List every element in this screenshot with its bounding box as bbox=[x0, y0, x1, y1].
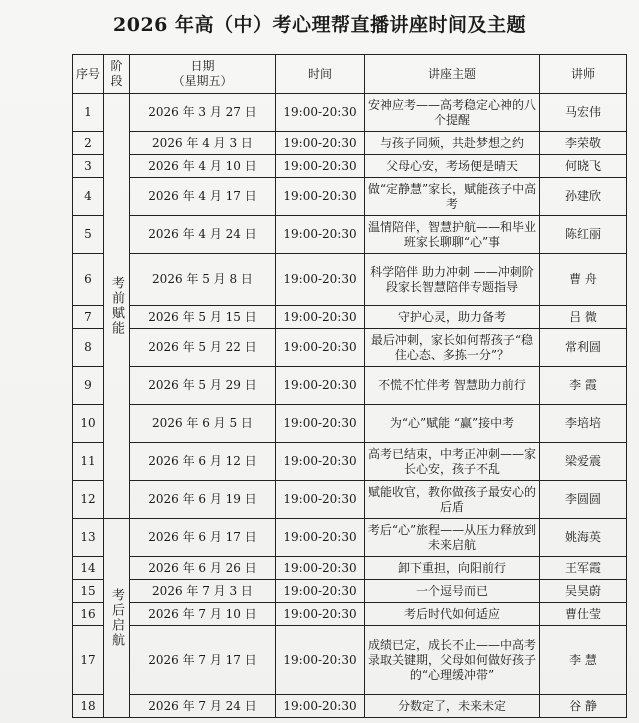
row-number: 3 bbox=[73, 155, 104, 178]
table-row bbox=[73, 306, 627, 329]
row-date: 2026 年 5 月 29 日 bbox=[130, 367, 276, 405]
table-row bbox=[73, 519, 627, 557]
row-lecturer: 李培培 bbox=[540, 405, 627, 443]
row-number: 1 bbox=[73, 94, 104, 132]
row-number: 17 bbox=[73, 626, 104, 695]
row-topic: 守护心灵，助力备考 bbox=[365, 306, 540, 329]
table-row bbox=[73, 580, 627, 603]
row-lecturer: 孙建欣 bbox=[540, 178, 627, 216]
row-date: 2026 年 5 月 15 日 bbox=[130, 306, 276, 329]
document-title: 2026 年高（中）考心理帮直播讲座时间及主题 bbox=[113, 14, 526, 36]
row-lecturer: 李 慧 bbox=[540, 626, 627, 695]
row-date: 2026 年 5 月 22 日 bbox=[130, 329, 276, 367]
row-lecturer: 谷 静 bbox=[540, 695, 627, 718]
row-lecturer: 曹仕莹 bbox=[540, 603, 627, 626]
row-time: 19:00-20:30 bbox=[276, 178, 365, 216]
table-row bbox=[73, 557, 627, 580]
row-time: 19:00-20:30 bbox=[276, 580, 365, 603]
table-row bbox=[73, 695, 627, 718]
row-date: 2026 年 4 月 10 日 bbox=[130, 155, 276, 178]
row-lecturer: 陈红丽 bbox=[540, 216, 627, 254]
row-topic: 成绩已定，成长不止——中高考录取关键期，父母如何做好孩子的“心理缓冲带” bbox=[365, 626, 540, 695]
row-topic: 做“定静慧”家长，赋能孩子中高考 bbox=[365, 178, 540, 216]
header-date-line2: （星期五） bbox=[172, 74, 233, 88]
row-time: 19:00-20:30 bbox=[276, 519, 365, 557]
table-row bbox=[73, 603, 627, 626]
stage-cell bbox=[104, 94, 130, 519]
row-topic: 科学陪伴 助力冲刺 ——冲刺阶段家长智慧陪伴专题指导 bbox=[365, 254, 540, 306]
header-time: 时间 bbox=[276, 55, 365, 94]
table-row bbox=[73, 329, 627, 367]
row-time: 19:00-20:30 bbox=[276, 557, 365, 580]
row-date: 2026 年 4 月 24 日 bbox=[130, 216, 276, 254]
row-topic: 考后时代如何适应 bbox=[365, 603, 540, 626]
table-row bbox=[73, 94, 627, 132]
row-date: 2026 年 3 月 27 日 bbox=[130, 94, 276, 132]
row-lecturer: 李荣敬 bbox=[540, 132, 627, 155]
row-topic: 最后冲刺，家长如何帮孩子“稳住心态、多拣一分”？ bbox=[365, 329, 540, 367]
row-number: 16 bbox=[73, 603, 104, 626]
row-lecturer: 吕 微 bbox=[540, 306, 627, 329]
header-date-line1: 日期 bbox=[190, 59, 215, 73]
row-number: 7 bbox=[73, 306, 104, 329]
stage-label: 考后启航 bbox=[109, 588, 124, 648]
table-row bbox=[73, 367, 627, 405]
row-topic: 与孩子同频，共赴梦想之约 bbox=[365, 132, 540, 155]
header-stage: 阶段 bbox=[104, 55, 130, 94]
row-lecturer: 王军霞 bbox=[540, 557, 627, 580]
row-topic: 考后“心”旅程——从压力释放到未来启航 bbox=[365, 519, 540, 557]
table-row bbox=[73, 216, 627, 254]
header-topic: 讲座主题 bbox=[365, 55, 540, 94]
row-date: 2026 年 4 月 3 日 bbox=[130, 132, 276, 155]
row-topic: 一个逗号而已 bbox=[365, 580, 540, 603]
header-lecturer: 讲师 bbox=[540, 55, 627, 94]
row-lecturer: 梁爱震 bbox=[540, 443, 627, 481]
row-date: 2026 年 6 月 5 日 bbox=[130, 405, 276, 443]
row-number: 9 bbox=[73, 367, 104, 405]
schedule-body bbox=[73, 94, 627, 718]
row-number: 13 bbox=[73, 519, 104, 557]
row-number: 8 bbox=[73, 329, 104, 367]
row-date: 2026 年 7 月 24 日 bbox=[130, 695, 276, 718]
row-topic: 温情陪伴，智慧护航——和毕业班家长聊聊“心”事 bbox=[365, 216, 540, 254]
row-date: 2026 年 6 月 26 日 bbox=[130, 557, 276, 580]
table-row bbox=[73, 155, 627, 178]
row-lecturer: 姚海英 bbox=[540, 519, 627, 557]
row-lecturer: 曹 舟 bbox=[540, 254, 627, 306]
row-number: 10 bbox=[73, 405, 104, 443]
schedule-table bbox=[72, 54, 627, 718]
row-time: 19:00-20:30 bbox=[276, 481, 365, 519]
row-lecturer: 李 霞 bbox=[540, 367, 627, 405]
row-date: 2026 年 7 月 17 日 bbox=[130, 626, 276, 695]
row-time: 19:00-20:30 bbox=[276, 367, 365, 405]
row-date: 2026 年 4 月 17 日 bbox=[130, 178, 276, 216]
row-date: 2026 年 7 月 3 日 bbox=[130, 580, 276, 603]
row-number: 4 bbox=[73, 178, 104, 216]
row-lecturer: 常利圆 bbox=[540, 329, 627, 367]
row-time: 19:00-20:30 bbox=[276, 155, 365, 178]
row-time: 19:00-20:30 bbox=[276, 94, 365, 132]
header-seq: 序号 bbox=[73, 55, 104, 94]
row-time: 19:00-20:30 bbox=[276, 405, 365, 443]
row-time: 19:00-20:30 bbox=[276, 695, 365, 718]
row-topic: 父母心安，考场便是晴天 bbox=[365, 155, 540, 178]
table-header-row bbox=[73, 55, 627, 94]
row-lecturer: 何晓飞 bbox=[540, 155, 627, 178]
row-number: 14 bbox=[73, 557, 104, 580]
row-lecturer: 李圆圆 bbox=[540, 481, 627, 519]
row-time: 19:00-20:30 bbox=[276, 254, 365, 306]
row-number: 18 bbox=[73, 695, 104, 718]
row-time: 19:00-20:30 bbox=[276, 329, 365, 367]
row-lecturer: 马宏伟 bbox=[540, 94, 627, 132]
row-time: 19:00-20:30 bbox=[276, 132, 365, 155]
row-number: 12 bbox=[73, 481, 104, 519]
row-topic: 赋能收官，教你做孩子最安心的后盾 bbox=[365, 481, 540, 519]
row-number: 11 bbox=[73, 443, 104, 481]
row-time: 19:00-20:30 bbox=[276, 603, 365, 626]
row-number: 6 bbox=[73, 254, 104, 306]
row-time: 19:00-20:30 bbox=[276, 216, 365, 254]
table-row bbox=[73, 443, 627, 481]
row-date: 2026 年 6 月 12 日 bbox=[130, 443, 276, 481]
row-number: 5 bbox=[73, 216, 104, 254]
table-row bbox=[73, 481, 627, 519]
row-date: 2026 年 6 月 19 日 bbox=[130, 481, 276, 519]
row-date: 2026 年 6 月 17 日 bbox=[130, 519, 276, 557]
row-time: 19:00-20:30 bbox=[276, 306, 365, 329]
row-topic: 分数定了，未来未定 bbox=[365, 695, 540, 718]
row-time: 19:00-20:30 bbox=[276, 626, 365, 695]
row-topic: 不慌不忙伴考 智慧助力前行 bbox=[365, 367, 540, 405]
stage-label: 考前赋能 bbox=[109, 276, 124, 336]
row-date: 2026 年 7 月 10 日 bbox=[130, 603, 276, 626]
row-time: 19:00-20:30 bbox=[276, 443, 365, 481]
row-topic: 高考已结束，中考正冲刺——家长心安，孩子不乱 bbox=[365, 443, 540, 481]
stage-cell bbox=[104, 519, 130, 718]
row-number: 2 bbox=[73, 132, 104, 155]
row-date: 2026 年 5 月 8 日 bbox=[130, 254, 276, 306]
row-lecturer: 吴昊蔚 bbox=[540, 580, 627, 603]
table-row bbox=[73, 178, 627, 216]
header-date bbox=[130, 55, 276, 94]
row-topic: 卸下重担，向阳前行 bbox=[365, 557, 540, 580]
table-row bbox=[73, 132, 627, 155]
row-number: 15 bbox=[73, 580, 104, 603]
row-topic: 为“心”赋能 “赢”接中考 bbox=[365, 405, 540, 443]
table-row bbox=[73, 405, 627, 443]
table-row bbox=[73, 626, 627, 695]
row-topic: 安神应考——高考稳定心神的八个提醒 bbox=[365, 94, 540, 132]
table-row bbox=[73, 254, 627, 306]
